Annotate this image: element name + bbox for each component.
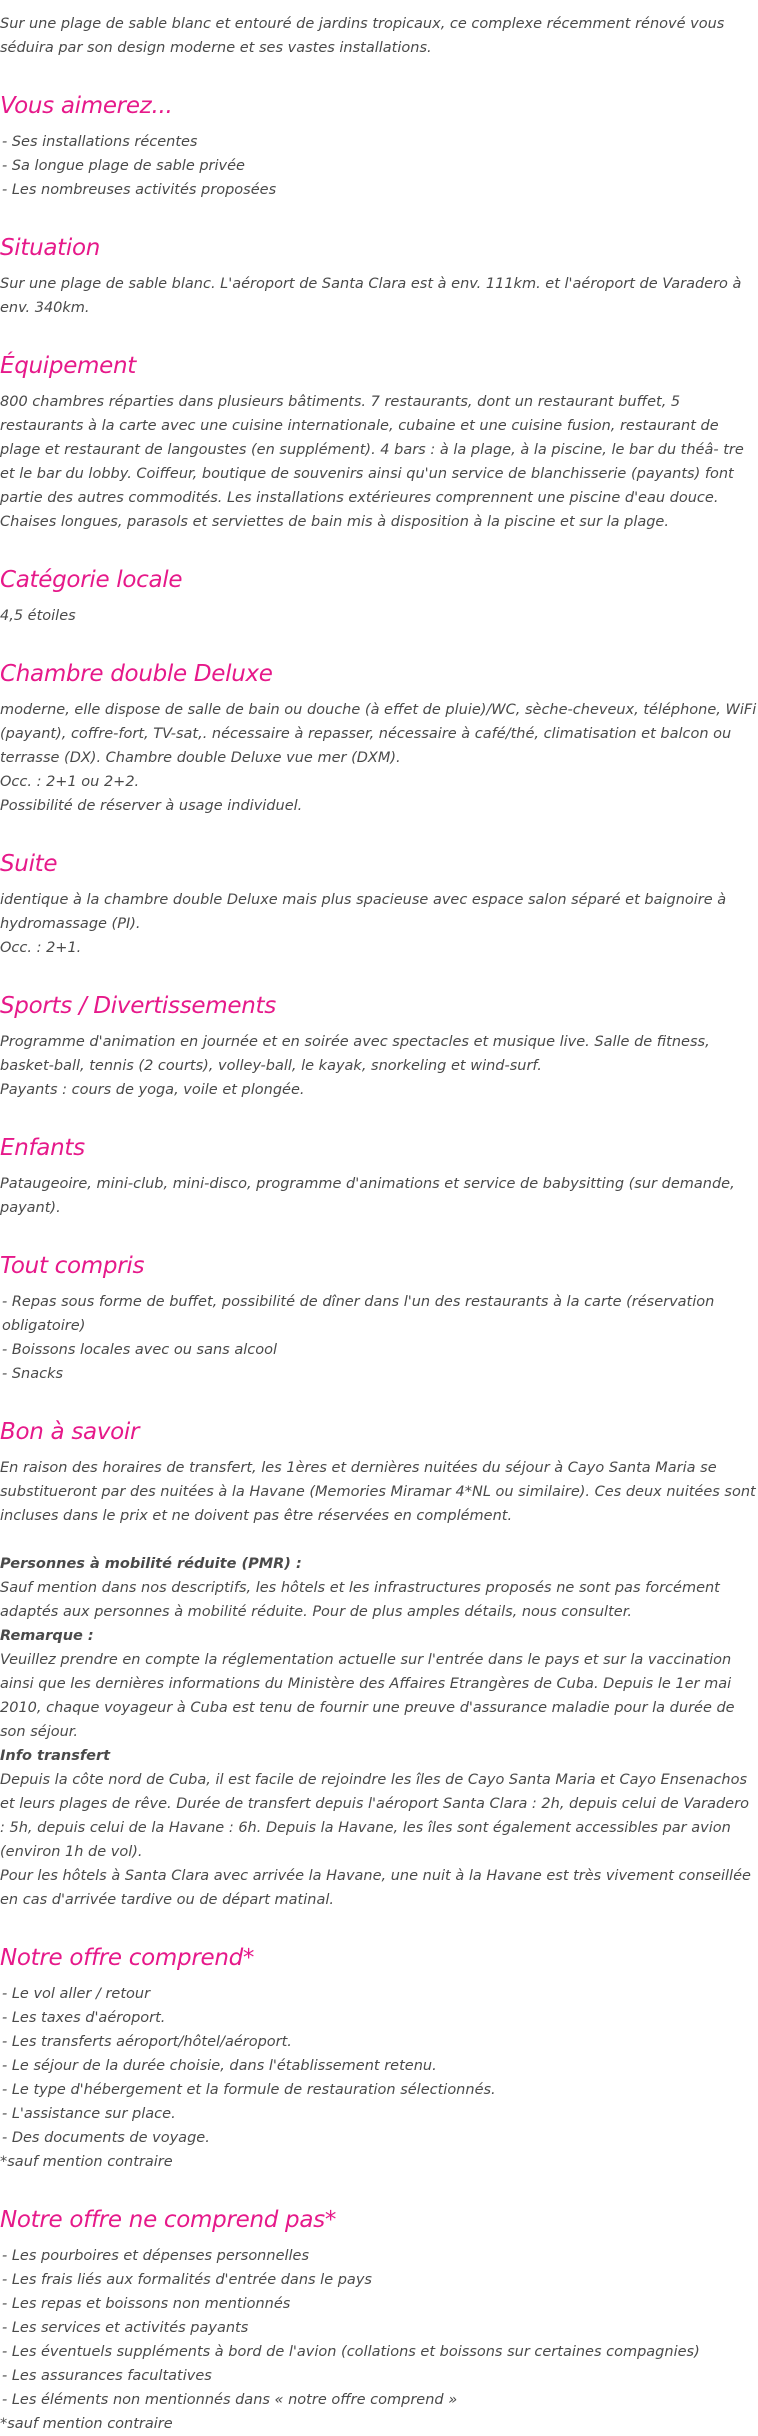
section-text: 4,5 étoiles [0,608,76,624]
section-title: Notre offre comprend* [0,1945,255,1971]
transfert-label: Info transfert [0,1748,111,1764]
hotel-description [0,12,758,2436]
payants-text: Payants : cours de yoga, voile et plongée. [0,1082,305,1098]
section-text: Programme d'animation en journée et en soirée avec spectacles et musique live. Salle de fitness, basket-ball, tennis (2 courts), volley-ball, le kayak, snorkeling et wind-surf. [0,1034,710,1074]
list-item: - Ses installations récentes [2,134,198,150]
pmr-block [0,1552,758,1912]
section-title: Sports / Divertissements [0,993,276,1019]
list-item: - Les frais liés aux formalités d'entrée dans le pays [2,2272,372,2288]
section-suite [0,818,758,960]
intro-text: Sur une plage de sable blanc et entouré de jardins tropicaux, ce complexe récemment rénové vous séduira par son design moderne et ses vastes installations. [0,16,725,56]
section-bon-a-savoir [0,1386,758,1912]
transfert-text-2: Pour les hôtels à Santa Clara avec arrivée la Havane, une nuit à la Havane est très vivement conseillée en cas d'arrivée tardive ou de départ matinal. [0,1868,751,1908]
list-item: - Les nombreuses activités proposées [2,182,277,198]
list-item: - Repas sous forme de buffet, possibilité de dîner dans l'un des restaurants à la carte (réservation obligatoire) [2,1294,715,1334]
transfert-text: Depuis la côte nord de Cuba, il est facile de rejoindre les îles de Cayo Santa Maria et Cayo Ensenachos et leurs plages de rêve. Durée de transfert depuis l'aéroport Santa Clara : 2h, depuis celui de Varadero : 5h, depuis celui de la Havane : 6h. Depuis la Havane, les îles sont également accessibles par avion (environ 1h de vol). [0,1772,749,1860]
section-title: Vous aimerez... [0,93,173,119]
list-item: - Sa longue plage de sable privée [2,158,245,174]
section-enfants [0,1102,758,1220]
section-title: Catégorie locale [0,567,183,593]
section-vous-aimerez [0,60,758,202]
list-item: - Les taxes d'aéroport. [2,2010,166,2026]
section-categorie [0,534,758,628]
footnote: *sauf mention contraire [0,2154,173,2170]
occupancy-text: Occ. : 2+1 ou 2+2. [0,774,140,790]
list-item: - Les pourboires et dépenses personnelles [2,2248,310,2264]
section-text: En raison des horaires de transfert, les 1ères et dernières nuitées du séjour à Cayo Santa Maria se substitueront par des nuitées à la Havane (Memories Miramar 4*NL ou similaire). Ces deux nuitées sont incluses dans le prix et ne doivent pas être réservées en complément. [0,1460,756,1524]
section-title: Tout compris [0,1253,145,1279]
section-tout-compris [0,1220,758,1386]
section-offre-comprend [0,1912,758,2174]
footnote: *sauf mention contraire [0,2416,173,2432]
remarque-label: Remarque : [0,1628,94,1644]
section-text: Sur une plage de sable blanc. L'aéroport de Santa Clara est à env. 111km. et l'aéroport de Varadero à env. 340km. [0,276,742,316]
section-situation [0,202,758,320]
section-text: Pataugeoire, mini-club, mini-disco, programme d'animations et service de babysitting (sur demande, payant). [0,1176,735,1216]
list-item: - Les éventuels suppléments à bord de l'avion (collations et boissons sur certaines compagnies) [2,2344,700,2360]
list-item: - Les transferts aéroport/hôtel/aéroport. [2,2034,292,2050]
pmr-label: Personnes à mobilité réduite (PMR) : [0,1556,302,1572]
list-item: - Le type d'hébergement et la formule de restauration sélectionnés. [2,2082,496,2098]
section-text: 800 chambres réparties dans plusieurs bâtiments. 7 restaurants, dont un restaurant buffet, 5 restaurants à la carte avec une cuisine internationale, cubaine et une cuisine fusion, restaurant de plage et restaurant de langoustes (en supplément). 4 bars : à la plage, à la piscine, le bar du théâ- tre et le bar du lobby. Coiffeur, boutique de souvenirs ainsi qu'un service de blanchisserie (payants) font partie des autres commodités. Les installations extérieures comprennent une piscine d'eau douce. Chaises longues, parasols et serviettes de bain mis à disposition à la piscine et sur la plage. [0,394,744,530]
section-chambre [0,628,758,818]
list-item: - L'assistance sur place. [2,2106,176,2122]
list-item: - Boissons locales avec ou sans alcool [2,1342,277,1358]
section-offre-ne-comprend-pas [0,2174,758,2436]
section-title: Situation [0,235,101,261]
extra-text: Possibilité de réserver à usage individuel. [0,798,303,814]
list-item: - Snacks [2,1366,64,1382]
remarque-text: Veuillez prendre en compte la réglementation actuelle sur l'entrée dans le pays et sur la vaccination ainsi que les dernières informations du Ministère des Affaires Etrangères de Cuba. Depuis le 1er mai 2010, chaque voyageur à Cuba est tenu de fournir une preuve d'assurance maladie pour la durée de son séjour. [0,1652,735,1740]
section-title: Équipement [0,353,136,379]
list-item: - Des documents de voyage. [2,2130,210,2146]
pmr-text: Sauf mention dans nos descriptifs, les hôtels et les infrastructures proposés ne sont pas forcément adaptés aux personnes à mobilité réduite. Pour de plus amples détails, nous consulter. [0,1580,720,1620]
list-item: - Les assurances facultatives [2,2368,212,2384]
list-item: - Les éléments non mentionnés dans « notre offre comprend » [2,2392,458,2408]
section-title: Suite [0,851,58,877]
occupancy-text: Occ. : 2+1. [0,940,82,956]
section-title: Bon à savoir [0,1419,140,1445]
section-title: Notre offre ne comprend pas* [0,2207,337,2233]
section-text: identique à la chambre double Deluxe mais plus spacieuse avec espace salon séparé et baignoire à hydromassage (PI). [0,892,727,932]
section-sports [0,960,758,1102]
section-title: Enfants [0,1135,85,1161]
section-text: moderne, elle dispose de salle de bain ou douche (à effet de pluie)/WC, sèche-cheveux, téléphone, WiFi (payant), coffre-fort, TV-sat,. nécessaire à repasser, nécessaire à café/thé, climatisation et balcon ou terrasse (DX). Chambre double Deluxe vue mer (DXM). [0,702,757,766]
list-item: - Les services et activités payants [2,2320,249,2336]
section-equipement [0,320,758,534]
list-item: - Le vol aller / retour [2,1986,151,2002]
list-item: - Le séjour de la durée choisie, dans l'établissement retenu. [2,2058,437,2074]
section-title: Chambre double Deluxe [0,661,273,687]
list-item: - Les repas et boissons non mentionnés [2,2296,291,2312]
